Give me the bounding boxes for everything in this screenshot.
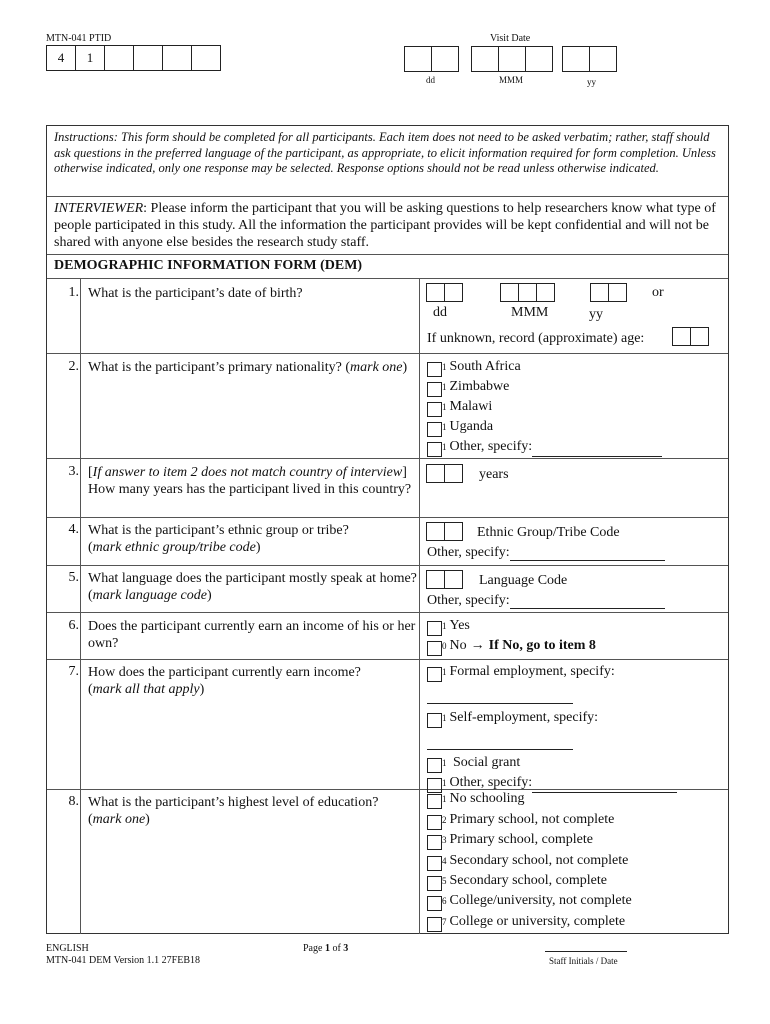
q2-number: 2. xyxy=(68,359,79,374)
q5-text-italic: mark language code xyxy=(92,588,207,603)
instructions-text: Instructions: This form should be completed for all participants. Each item does not need to be asked verbatim; rather, staff should ask questions in the preferred language of the participant, as appropriate, to elicit information required for form completion. Unless otherwise indicated, only one response may be selected. Response options should not be read unless otherwise indicated. xyxy=(54,130,716,175)
dob-box[interactable] xyxy=(444,283,463,302)
specify-field[interactable] xyxy=(510,546,665,561)
specify-field[interactable] xyxy=(427,689,573,704)
visit-date-dd[interactable] xyxy=(405,46,459,72)
visit-date-box[interactable] xyxy=(471,46,499,72)
q5-number: 5. xyxy=(68,570,79,585)
q2-text-italic: mark one xyxy=(350,360,403,375)
option-label: South Africa xyxy=(449,359,521,374)
checkbox[interactable] xyxy=(427,422,442,437)
code-box[interactable] xyxy=(444,570,463,589)
other-label: Other, specify: xyxy=(427,593,510,608)
form-frame xyxy=(46,125,729,934)
q3-unit: years xyxy=(479,467,509,482)
staff-initials-label: Staff Initials / Date xyxy=(549,956,618,966)
specify-field[interactable] xyxy=(427,735,573,750)
code-box[interactable] xyxy=(426,522,445,541)
footer-page xyxy=(303,943,348,954)
q4-code-boxes[interactable] xyxy=(427,522,463,541)
q2-option[interactable] xyxy=(427,437,727,457)
column-divider xyxy=(419,278,420,934)
checkbox[interactable] xyxy=(427,621,442,636)
dob-box[interactable] xyxy=(518,283,537,302)
divider xyxy=(47,196,728,197)
q8-option[interactable] xyxy=(427,871,727,891)
footer-language: ENGLISH xyxy=(46,943,89,954)
q4-text-italic: mark ethnic group/tribe code xyxy=(92,540,256,555)
row-divider xyxy=(47,565,728,566)
interviewer-text: : Please inform the participant that you will be asking questions to help researchers know what type of people participated in this study. All the information the participant provides will be kept confidential and will not be shared with anyone else besides the research study staff. xyxy=(54,201,716,250)
checkbox[interactable] xyxy=(427,856,442,871)
code-box[interactable] xyxy=(426,570,445,589)
page-number: 1 xyxy=(324,943,330,954)
q1-or: or xyxy=(652,285,664,300)
ptid-digit-1: 4 xyxy=(46,45,76,71)
specify-field[interactable] xyxy=(510,594,665,609)
q8-number: 8. xyxy=(68,794,79,809)
option-code: 1 xyxy=(442,621,447,631)
age-box[interactable] xyxy=(672,327,691,346)
q1-dob-mmm[interactable] xyxy=(501,283,555,302)
q3-text-pre: [ xyxy=(88,465,93,480)
q7-number: 7. xyxy=(68,664,79,679)
option-code: 2 xyxy=(442,814,447,825)
q5-code-boxes[interactable] xyxy=(427,570,463,589)
q8-option[interactable] xyxy=(427,789,727,809)
page-prefix: Page xyxy=(303,943,325,954)
checkbox[interactable] xyxy=(427,402,442,417)
visit-date-label: Visit Date xyxy=(490,33,531,44)
q4-text-main: What is the participant’s ethnic group or tribe? xyxy=(88,523,349,538)
row-divider xyxy=(47,659,728,660)
option-code: 1 xyxy=(442,758,447,768)
row-divider xyxy=(47,612,728,613)
q8-text-italic: mark one xyxy=(92,812,146,827)
interviewer-block xyxy=(54,200,726,251)
staff-signature-line[interactable] xyxy=(545,951,627,952)
visit-date-box[interactable] xyxy=(431,46,459,72)
q2-text-main: What is the participant’s primary nationality? ( xyxy=(88,360,351,375)
q8-option[interactable] xyxy=(427,850,727,870)
option-code: 5 xyxy=(442,875,447,886)
q7-option[interactable] xyxy=(427,753,727,773)
option-label: Other, specify: xyxy=(449,439,533,454)
visit-date-box[interactable] xyxy=(404,46,432,72)
q7-text-italic: mark all that apply xyxy=(92,682,200,697)
interviewer-label: INTERVIEWER xyxy=(54,201,144,216)
checkbox[interactable] xyxy=(427,667,442,682)
q7-option[interactable] xyxy=(427,662,727,682)
q8-option[interactable] xyxy=(427,891,727,911)
q7-option[interactable] xyxy=(427,708,727,728)
dob-box[interactable] xyxy=(608,283,627,302)
divider xyxy=(47,254,728,255)
option-label: Primary school, complete xyxy=(449,832,593,848)
option-code: 4 xyxy=(442,855,447,866)
q6-option[interactable] xyxy=(427,616,727,636)
checkbox[interactable] xyxy=(427,815,442,830)
q3-text-post: ] How many years has the participant lived in this country? xyxy=(88,465,412,497)
option-label: College or university, complete xyxy=(449,913,626,929)
option-code: 1 xyxy=(442,778,447,788)
option-code: 1 xyxy=(442,667,447,677)
checkbox[interactable] xyxy=(427,641,442,656)
specify-field[interactable] xyxy=(532,442,662,457)
visit-date-box[interactable] xyxy=(525,46,553,72)
row-divider xyxy=(47,517,728,518)
row-divider xyxy=(47,458,728,459)
dob-box[interactable] xyxy=(500,283,519,302)
other-label: Other, specify: xyxy=(427,545,510,560)
page-of: of xyxy=(329,943,344,954)
q6-number: 6. xyxy=(68,618,79,633)
page-total: 3 xyxy=(343,943,349,954)
q8-text: What is the participant’s highest level of education? (mark one) xyxy=(88,795,379,827)
option-code: 1 xyxy=(442,442,447,452)
q2-option[interactable] xyxy=(427,397,727,417)
option-code: 1 xyxy=(442,794,447,805)
option-code: 1 xyxy=(442,362,447,372)
q2-option[interactable] xyxy=(427,377,727,397)
visit-date-box[interactable] xyxy=(589,46,617,72)
q8-option[interactable] xyxy=(427,809,727,829)
q7-text-main: How does the participant currently earn income? xyxy=(88,665,361,680)
checkbox[interactable] xyxy=(427,713,442,728)
option-code: 1 xyxy=(442,422,447,432)
q1-dob-dd[interactable] xyxy=(427,283,463,302)
form-title: DEMOGRAPHIC INFORMATION FORM (DEM) xyxy=(54,258,363,273)
q7-text: How does the participant currently earn income? (mark all that apply) xyxy=(88,665,361,697)
divider xyxy=(47,278,728,279)
option-code: 1 xyxy=(442,382,447,392)
dob-box[interactable] xyxy=(590,283,609,302)
ptid-digit-5[interactable] xyxy=(162,45,192,71)
option-code: 0 xyxy=(442,641,447,651)
q8-option[interactable] xyxy=(427,830,727,850)
ptid-digit-3[interactable] xyxy=(104,45,134,71)
option-code: 7 xyxy=(442,916,447,927)
checkbox[interactable] xyxy=(427,917,442,932)
q1-text: What is the participant’s date of birth? xyxy=(88,286,303,301)
q6-option[interactable] xyxy=(427,636,727,656)
row-divider xyxy=(47,353,728,354)
option-label: Formal employment, specify: xyxy=(449,664,615,679)
q1-mmm-label: MMM xyxy=(511,305,549,320)
option-label: Malawi xyxy=(449,399,493,414)
q8-options xyxy=(427,789,727,932)
q2-option[interactable] xyxy=(427,357,727,377)
q3-text xyxy=(88,464,418,498)
option-code: 6 xyxy=(442,896,447,907)
q4-number: 4. xyxy=(68,522,79,537)
q2-option[interactable] xyxy=(427,417,727,437)
q1-yy-label: yy xyxy=(589,307,603,322)
option-label: Secondary school, not complete xyxy=(449,852,629,868)
option-label: Self-employment, specify: xyxy=(449,710,599,725)
checkbox[interactable] xyxy=(427,794,442,809)
q3-number: 3. xyxy=(68,464,79,479)
checkbox[interactable] xyxy=(427,382,442,397)
option-label: Uganda xyxy=(449,419,494,434)
checkbox[interactable] xyxy=(427,896,442,911)
q8-text-main: What is the participant’s highest level of education? xyxy=(88,795,379,810)
q4-other xyxy=(427,545,665,561)
visit-mmm-label: MMM xyxy=(499,75,524,85)
q4-code-label: Ethnic Group/Tribe Code xyxy=(477,525,620,540)
ptid-digit-2: 1 xyxy=(75,45,105,71)
q5-text-main: What language does the participant mostly speak at home? ( xyxy=(88,571,417,603)
q2-text-end: ) xyxy=(402,360,408,375)
option-label: Zimbabwe xyxy=(449,379,510,394)
q6-options xyxy=(427,616,727,656)
option-label: Yes xyxy=(449,618,470,633)
checkbox[interactable] xyxy=(427,442,442,457)
q1-dob-yy[interactable] xyxy=(591,283,627,302)
ptid-label: MTN-041 PTID xyxy=(46,33,112,44)
arrow-right-icon: → xyxy=(470,638,485,653)
q1-number: 1. xyxy=(68,285,79,300)
q8-option[interactable] xyxy=(427,911,727,931)
checkbox[interactable] xyxy=(427,758,442,773)
checkbox[interactable] xyxy=(427,362,442,377)
q2-options xyxy=(427,357,727,457)
checkbox[interactable] xyxy=(427,876,442,891)
ptid-digit-6[interactable] xyxy=(191,45,221,71)
q7-options xyxy=(427,662,727,793)
q2-text xyxy=(88,359,418,376)
q3-years-boxes[interactable] xyxy=(427,464,463,483)
dob-box[interactable] xyxy=(426,283,445,302)
ptid-boxes xyxy=(47,45,221,71)
years-box[interactable] xyxy=(426,464,445,483)
skip-instruction: If No, go to item 8 xyxy=(488,638,596,653)
dob-box[interactable] xyxy=(536,283,555,302)
option-code: 1 xyxy=(442,713,447,723)
q3-text-italic: If answer to item 2 does not match country of interview xyxy=(92,465,403,480)
q1-age-boxes[interactable] xyxy=(673,327,709,346)
q5-text xyxy=(88,570,418,604)
option-code: 1 xyxy=(442,402,447,412)
column-divider xyxy=(80,278,81,934)
q1-unknown-label: If unknown, record (approximate) age: xyxy=(427,331,645,346)
q5-code-label: Language Code xyxy=(479,573,568,588)
q1-dd-label: dd xyxy=(433,305,447,320)
visit-date-box[interactable] xyxy=(498,46,526,72)
q5-text-end: ) xyxy=(206,588,212,603)
option-label: No schooling xyxy=(449,791,525,807)
footer-version: MTN-041 DEM Version 1.1 27FEB18 xyxy=(46,955,200,966)
ptid-digit-4[interactable] xyxy=(133,45,163,71)
visit-date-yy[interactable] xyxy=(563,46,617,72)
visit-dd-label: dd xyxy=(426,75,435,85)
checkbox[interactable] xyxy=(427,835,442,850)
option-code: 3 xyxy=(442,835,447,846)
option-label: Primary school, not complete xyxy=(449,811,615,827)
option-label: Other, specify: xyxy=(449,775,533,790)
option-label: College/university, not complete xyxy=(449,893,632,909)
q5-other xyxy=(427,593,665,609)
option-label: No xyxy=(449,638,467,653)
option-label: Secondary school, complete xyxy=(449,872,607,888)
option-label: Social grant xyxy=(449,755,521,770)
visit-yy-label: yy xyxy=(587,77,596,87)
visit-date-box[interactable] xyxy=(562,46,590,72)
code-box[interactable] xyxy=(444,522,463,541)
q4-text: What is the participant’s ethnic group or tribe? (mark ethnic group/tribe code) xyxy=(88,523,349,555)
q6-text: Does the participant currently earn an income of his or her own? xyxy=(88,619,416,651)
visit-date-mmm[interactable] xyxy=(472,46,553,72)
age-box[interactable] xyxy=(690,327,709,346)
years-box[interactable] xyxy=(444,464,463,483)
